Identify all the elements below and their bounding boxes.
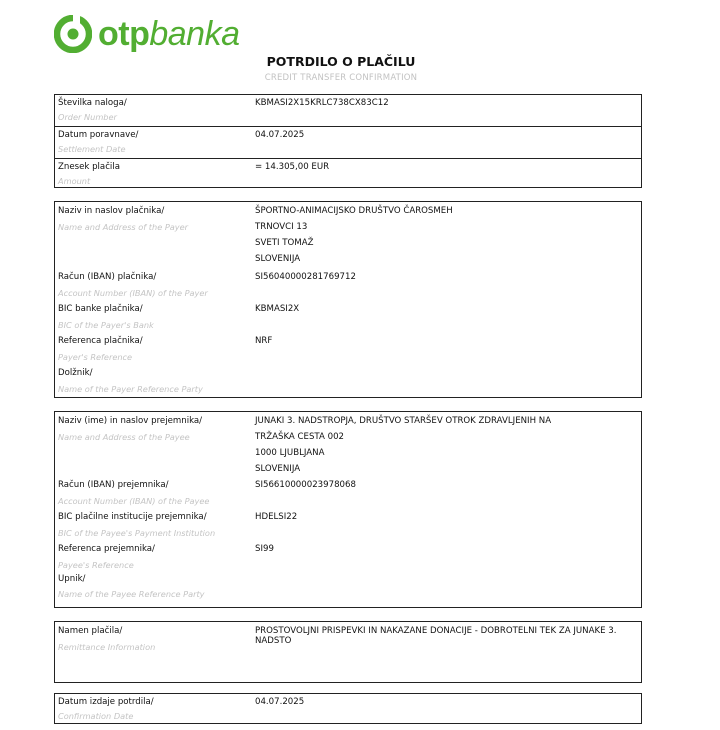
payer-name-line-2: TRNOVCI 13 [255, 222, 308, 232]
payee-bic-label: BIC plačilne institucije prejemnika/ [58, 512, 207, 522]
payer-name-line-3: SVETI TOMAŽ [255, 238, 314, 248]
order-number-value: KBMASI2X15KRLC738CX83C12 [255, 98, 389, 108]
order-number-row [55, 95, 641, 127]
payee-name-line-1: JUNAKI 3. NADSTROPJA, DRUŠTVO STARŠEV OTROK ZDRAVLJENIH NA [255, 416, 552, 426]
settlement-date-label: Datum poravnave/ [58, 130, 139, 140]
payee-bic-value: HDELSI22 [255, 512, 298, 522]
payee-name-sub: Name and Address of the Payee [58, 432, 190, 442]
payer-iban-sub: Account Number (IBAN) of the Payer [58, 288, 208, 298]
amount-label: Znesek plačila [58, 162, 120, 172]
remittance-box [54, 621, 642, 683]
payer-name-sub: Name and Address of the Payer [58, 222, 189, 232]
amount-row [55, 159, 641, 189]
payee-name-line-2: TRŽAŠKA CESTA 002 [255, 432, 345, 442]
payee-name-line-3: 1000 LJUBLJANA [255, 448, 325, 458]
payee-iban-sub: Account Number (IBAN) of the Payee [58, 496, 210, 506]
settlement-date-value: 04.07.2025 [255, 130, 305, 140]
payer-bic-value: KBMASI2X [255, 304, 300, 314]
payee-reference-sub: Payee's Reference [58, 560, 134, 570]
remittance-value: PROSTOVOLJNI PRISPEVKI IN NAKAZANE DONACIJE - DOBROTELNI TEK ZA JUNAKE 3. NADSTO [255, 626, 617, 646]
confirmation-date-value: 04.07.2025 [255, 697, 305, 707]
creditor-label: Upnik/ [58, 574, 86, 584]
confirmation-date-box [54, 693, 642, 724]
order-number-label: Številka naloga/ [58, 98, 127, 108]
payer-bic-label: BIC banke plačnika/ [58, 304, 143, 314]
logo-banka-text: banka [149, 15, 240, 53]
order-number-sub: Order Number [58, 112, 117, 122]
logo-wordmark [98, 14, 240, 54]
payee-reference-label: Referenca prejemnika/ [58, 544, 155, 554]
confirmation-date-label: Datum izdaje potrdila/ [58, 697, 154, 707]
document-title: POTRDILO O PLAČILU [266, 54, 416, 69]
payee-name-label: Naziv (ime) in naslov prejemnika/ [58, 416, 203, 426]
order-details-box [54, 94, 642, 188]
payer-name-line-1: ŠPORTNO-ANIMACIJSKO DRUŠTVO ČAROSMEH [255, 206, 453, 216]
amount-sub: Amount [58, 176, 91, 186]
payer-box [54, 201, 642, 398]
payee-reference-value: SI99 [255, 544, 274, 554]
payer-reference-sub: Payer's Reference [58, 352, 133, 362]
otp-banka-logo [54, 14, 240, 54]
payee-iban-value: SI56610000023978068 [255, 480, 356, 490]
payer-name-label: Naziv in naslov plačnika/ [58, 206, 165, 216]
remittance-label: Namen plačila/ [58, 626, 123, 636]
payer-iban-label: Račun (IBAN) plačnika/ [58, 272, 157, 282]
debtor-label: Dolžnik/ [58, 368, 93, 378]
payer-name-line-4: SLOVENIJA [255, 254, 301, 264]
otp-logo-icon [54, 15, 92, 53]
payee-box [54, 411, 642, 608]
debtor-sub: Name of the Payer Reference Party [58, 384, 203, 394]
payee-iban-label: Račun (IBAN) prejemnika/ [58, 480, 169, 490]
payer-iban-value: SI56040000281769712 [255, 272, 356, 282]
payer-bic-sub: BIC of the Payer's Bank [58, 320, 154, 330]
remittance-sub: Remittance Information [58, 642, 156, 652]
logo-otp-text: otp [98, 15, 150, 53]
payee-name-line-4: SLOVENIJA [255, 464, 301, 474]
payer-reference-label: Referenca plačnika/ [58, 336, 143, 346]
document-subtitle: CREDIT TRANSFER CONFIRMATION [264, 73, 418, 83]
confirmation-date-sub: Confirmation Date [58, 711, 134, 721]
settlement-date-sub: Settlement Date [58, 144, 126, 154]
creditor-sub: Name of the Payee Reference Party [58, 589, 205, 599]
payee-bic-sub: BIC of the Payee's Payment Institution [58, 528, 216, 538]
amount-value: = 14.305,00 EUR [255, 162, 330, 172]
payer-reference-value: NRF [255, 336, 273, 346]
settlement-date-row [55, 127, 641, 159]
